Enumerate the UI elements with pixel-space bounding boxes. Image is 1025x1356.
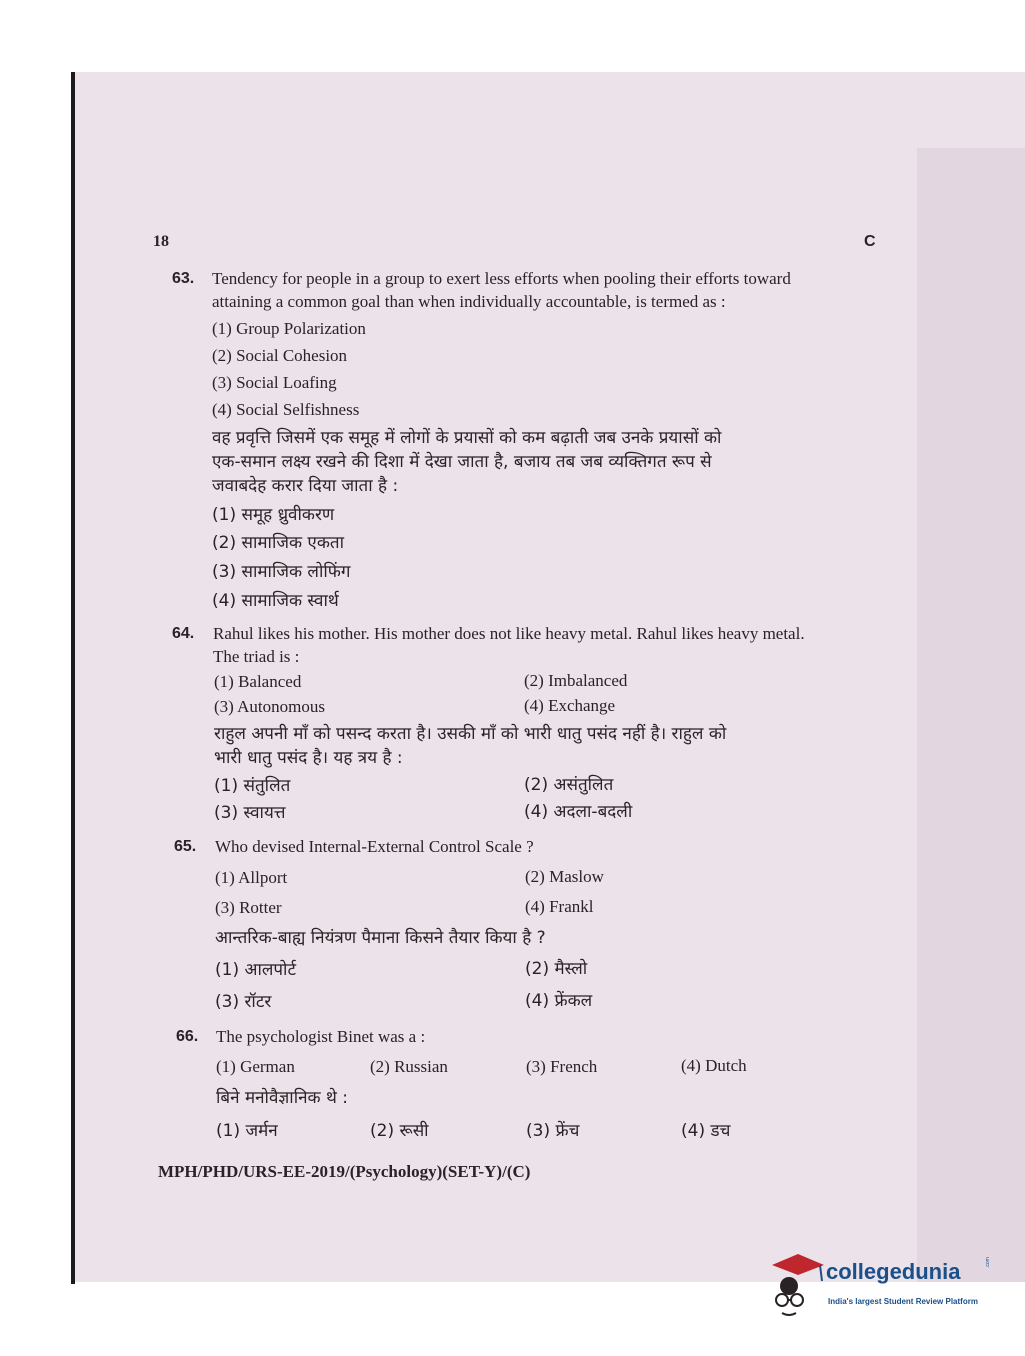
option: (3) French [526, 1057, 598, 1076]
question-text-line: attaining a common goal than when individually accountable, is termed as : [212, 292, 726, 311]
option-hindi: (2) सामाजिक एकता [212, 533, 344, 553]
option: (2) Maslow [525, 867, 604, 886]
question-text-line-hindi: जवाबदेह करार दिया जाता है : [212, 476, 399, 496]
option-hindi: (3) फ्रेंच [526, 1121, 580, 1141]
option-hindi: (4) अदला-बदली [524, 802, 633, 822]
option: (4) Social Selfishness [212, 400, 360, 419]
page-number: 18 [153, 233, 169, 250]
question-text-line: Rahul likes his mother. His mother does not like heavy metal. Rahul likes heavy metal. [213, 624, 805, 643]
option-hindi: (3) सामाजिक लोफिंग [212, 562, 351, 582]
option-hindi: (1) संतुलित [214, 776, 291, 796]
option-hindi: (4) फ्रेंकल [525, 991, 593, 1011]
option: (2) Russian [370, 1057, 448, 1076]
question-text-line-hindi: भारी धातु पसंद है। यह त्रय है : [214, 748, 403, 768]
option-hindi: (2) मैस्लो [525, 959, 588, 979]
option: (4) Dutch [681, 1056, 747, 1075]
option: (4) Exchange [524, 696, 616, 715]
option-hindi: (1) आलपोर्ट [215, 960, 297, 980]
option-hindi: (1) जर्मन [216, 1121, 278, 1141]
option: (1) Allport [215, 868, 288, 887]
option-hindi: (2) असंतुलित [524, 775, 614, 795]
option: (2) Social Cohesion [212, 346, 348, 365]
question-number: 65. [174, 838, 197, 855]
question-number: 63. [172, 270, 195, 287]
option: (2) Imbalanced [524, 671, 628, 690]
option: (3) Social Loafing [212, 373, 337, 392]
question-text-line: The psychologist Binet was a : [216, 1027, 426, 1046]
logo-domain: .com [985, 1257, 991, 1268]
footer-code: MPH/PHD/URS-EE-2019/(Psychology)(SET-Y)/(C) [158, 1162, 531, 1181]
option: (1) German [216, 1057, 295, 1076]
option: (3) Autonomous [214, 697, 325, 716]
logo-tagline: India's largest Student Review Platform [828, 1297, 978, 1306]
logo-wordmark: collegedunia [826, 1259, 961, 1284]
option: (4) Frankl [525, 897, 594, 916]
option: (1) Balanced [214, 672, 302, 691]
question-text-line-hindi: राहुल अपनी माँ को पसन्द करता है। उसकी माँ को भारी धातु पसंद नहीं है। राहुल को [214, 724, 727, 744]
question-text-line-hindi: वह प्रवृत्ति जिसमें एक समूह में लोगों के प्रयासों को कम बढ़ाती जब उनके प्रयासों को [212, 428, 722, 448]
option-hindi: (2) रूसी [370, 1121, 429, 1141]
question-text-line: Who devised Internal-External Control Scale ? [215, 837, 534, 856]
question-text-line-hindi: बिने मनोवैज्ञानिक थे : [216, 1088, 348, 1108]
option-hindi: (1) समूह ध्रुवीकरण [212, 505, 335, 525]
question-number: 64. [172, 625, 195, 642]
option-hindi: (3) रॉटर [215, 992, 272, 1012]
option-hindi: (3) स्वायत्त [214, 803, 286, 823]
set-code: C [864, 233, 876, 250]
question-text-line: The triad is : [213, 647, 300, 666]
option-hindi: (4) सामाजिक स्वार्थ [212, 591, 339, 611]
question-text-line-hindi: आन्तरिक-बाह्य नियंत्रण पैमाना किसने तैयार किया है ? [215, 928, 546, 948]
question-text-line: Tendency for people in a group to exert less efforts when pooling their efforts toward [212, 269, 791, 288]
page-shadow [917, 148, 1025, 1282]
option: (3) Rotter [215, 898, 282, 917]
question-text-line-hindi: एक-समान लक्ष्य रखने की दिशा में देखा जाता है, बजाय तब जब व्यक्तिगत रूप से [212, 452, 712, 472]
option: (1) Group Polarization [212, 319, 366, 338]
option-hindi: (4) डच [681, 1121, 731, 1141]
question-number: 66. [176, 1028, 199, 1045]
